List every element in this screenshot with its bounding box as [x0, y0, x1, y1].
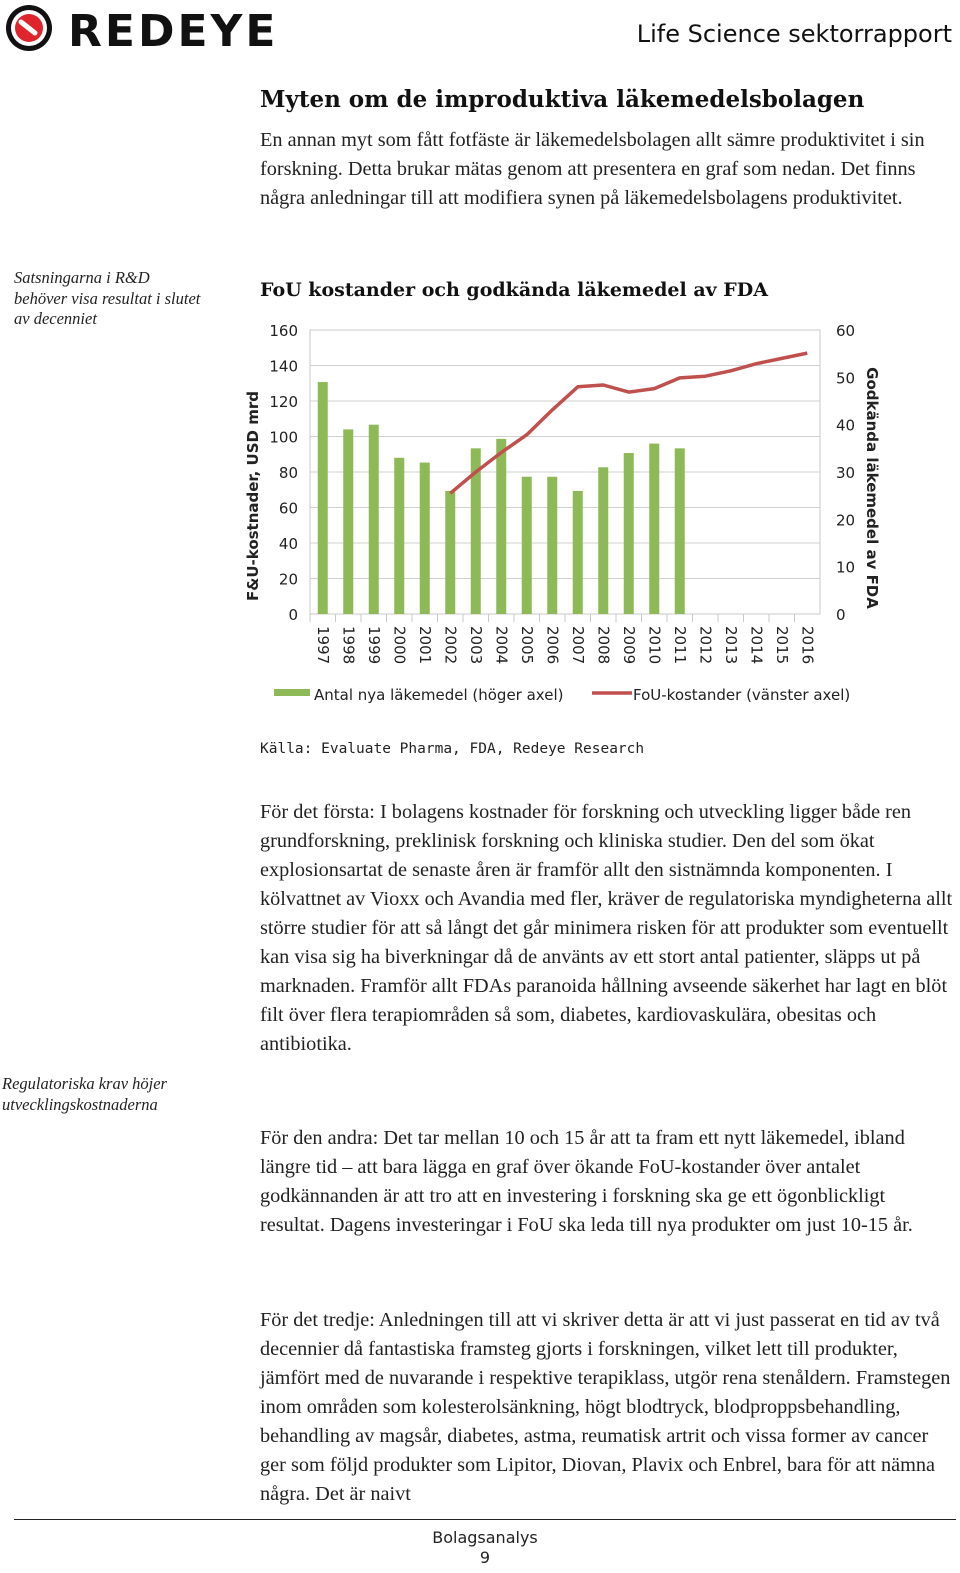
- y-right-tick-label: 30: [836, 464, 856, 482]
- eye-logo-icon: [4, 2, 60, 54]
- y-left-axis-title: F&U-kostnader, USD mrd: [244, 391, 262, 601]
- bar: [675, 448, 685, 614]
- chart-title: FoU kostander och godkända läkemedel av FDA: [260, 279, 769, 301]
- x-tick-label: 2014: [747, 626, 766, 665]
- body-paragraph-2: För den andra: Det tar mellan 10 och 15 år att ta fram ett nytt läkemedel, ibland längre tid – att bara lägga en graf över ökande FoU-kostander över antalet godkännanden är att tro att en investering i forskning ska ge ett ögonblickligt resultat. Dagens investeringar i FoU ska leda till nya produkter om just 10-15 år.: [260, 1127, 913, 1236]
- redeye-logo: [4, 2, 279, 57]
- section-heading: Myten om de improduktiva läkemedelsbolagen: [260, 86, 865, 113]
- bar: [649, 444, 659, 614]
- rnd-approvals-chart: [236, 312, 886, 722]
- y-left-tick-label: 0: [288, 606, 298, 624]
- x-tick-label: 2000: [390, 626, 409, 665]
- x-tick-label: 1997: [313, 626, 332, 665]
- x-tick-label: 2007: [568, 626, 587, 665]
- x-tick-label: 2001: [415, 626, 434, 665]
- bar: [394, 458, 404, 614]
- x-tick-label: 2009: [619, 626, 638, 665]
- page-number: 9: [479, 1548, 491, 1567]
- legend-label-line: FoU-kostander (vänster axel): [633, 686, 851, 704]
- footer-label: Bolagsanalys: [432, 1528, 538, 1547]
- sidenote-regulatory: Regulatoriska krav höjer utvecklingskostnaderna: [2, 1074, 167, 1114]
- bar: [420, 463, 430, 614]
- bar: [624, 453, 634, 614]
- bar: [573, 491, 583, 614]
- y-right-tick-label: 60: [836, 322, 856, 340]
- x-tick-label: 2008: [594, 626, 613, 665]
- legend-label-bars: Antal nya läkemedel (höger axel): [314, 686, 564, 704]
- bar: [522, 477, 532, 614]
- x-tick-label: 2012: [696, 626, 715, 665]
- footer-divider: [14, 1519, 956, 1520]
- sidenote-rnd: Satsningarna i R&D behöver visa resultat i slutet av decenniet: [14, 268, 201, 328]
- x-tick-label: 2015: [772, 626, 791, 665]
- bar: [343, 429, 353, 614]
- y-left-tick-label: 40: [278, 535, 298, 553]
- x-tick-label: 1999: [364, 626, 383, 665]
- y-right-tick-label: 40: [836, 416, 856, 435]
- y-right-tick-label: 20: [836, 511, 856, 530]
- brand-name: REDEYE: [68, 6, 279, 57]
- intro-paragraph: En annan myt som fått fotfäste är läkemedelsbolagen allt sämre produktivitet i sin forskning. Detta brukar mätas genom att presentera en graf som nedan. Det finns några anledningar till att modifiera synen på läkemedelsbolagens produktivitet.: [260, 129, 925, 209]
- x-tick-label: 2004: [492, 626, 511, 665]
- bar: [318, 382, 328, 614]
- y-right-tick-label: 0: [836, 606, 846, 624]
- y-left-tick-label: 60: [278, 499, 298, 518]
- y-left-tick-label: 100: [269, 428, 298, 447]
- y-left-tick-label: 140: [269, 357, 298, 376]
- x-tick-label: 1998: [339, 626, 358, 665]
- y-left-tick-label: 20: [278, 570, 298, 589]
- x-tick-label: 2016: [798, 626, 817, 665]
- bar: [547, 477, 557, 614]
- y-left-tick-label: 120: [269, 393, 298, 411]
- x-tick-label: 2011: [670, 626, 689, 665]
- x-tick-label: 2010: [645, 626, 664, 665]
- bar: [445, 491, 455, 614]
- bar: [598, 467, 608, 614]
- x-tick-label: 2006: [543, 626, 562, 665]
- y-right-axis-title: Godkända läkemedel av FDA: [863, 367, 881, 609]
- y-right-tick-label: 50: [836, 369, 856, 388]
- y-left-tick-label: 160: [269, 322, 298, 340]
- y-left-tick-label: 80: [278, 464, 298, 482]
- chart-source: Källa: Evaluate Pharma, FDA, Redeye Research: [260, 741, 645, 757]
- bar: [496, 439, 506, 614]
- bar: [369, 425, 379, 614]
- x-tick-label: 2003: [466, 626, 485, 665]
- y-right-tick-label: 10: [836, 558, 856, 577]
- x-tick-label: 2002: [441, 626, 460, 665]
- body-paragraph-1: För det första: I bolagens kostnader för forskning och utveckling ligger både ren grundforskning, preklinisk forskning och kliniska studier. Den del som ökat explosionsartat de senaste åren är framför allt den sistnämnda komponenten. I kölvattnet av Vioxx och Avandia med fler, kräver de regulatoriska myndigheterna allt större studier för att så långt det går minimera risken för att produkter som eventuellt kan visa sig ha biverkningar då de använts av ett stort antal patienter, släpps ut på marknaden. Framför allt FDAs paranoida hållning avseende säkerhet har lagt en blöt filt över flera terapiområden så som, diabetes, kardiovaskulära, obesitas och antibiotika.: [260, 801, 953, 1055]
- x-tick-label: 2013: [721, 626, 740, 665]
- x-tick-label: 2005: [517, 626, 536, 665]
- legend-swatch-bars: [274, 689, 310, 696]
- report-label: Life Science sektorrapport: [636, 20, 952, 48]
- body-paragraph-3: För det tredje: Anledningen till att vi skriver detta är att vi just passerat en tid av två decennier då fantastiska framsteg gjorts i forskningen, vilket lett till produkter, jämfört med de nuvarande i respektive terapiklass, utgör rena stenåldern. Framstegen inom områden som kolesterolsänkning, högt blodtryck, blodproppsbehandling, behandling av magsår, diabetes, astma, reumatisk artrit och vissa former av cancer ger som följd produkter som Lipitor, Diovan, Plavix och Enbrel, bara för att nämna några. Det är naivt: [260, 1309, 951, 1505]
